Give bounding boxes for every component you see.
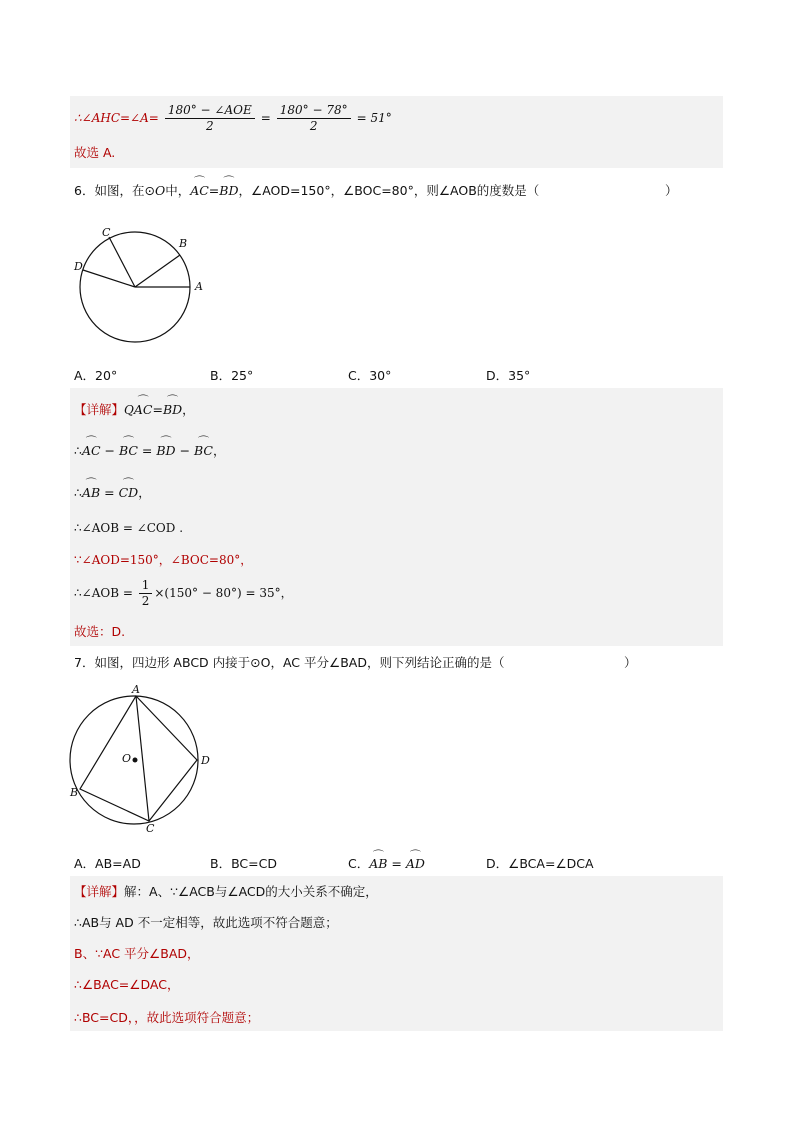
q7-sol-line-5: ∴BC=CD，，故此选项符合题意；: [74, 1010, 260, 1025]
arc: ⌒ AB: [82, 485, 100, 501]
q6-stem-mid: 中，: [165, 183, 191, 198]
q7-label-o: O: [122, 752, 132, 765]
q6-sol-aob: ∴∠AOB =: [74, 586, 133, 600]
q7-sol-line-2: ∴AB与 AD 不一定相等，故此选项不符合题意；: [74, 915, 338, 930]
q6-option-c[interactable]: C．30°: [348, 368, 392, 383]
detail-tag: 【详解】: [74, 884, 125, 899]
q7-label-d: D: [201, 754, 210, 767]
op: =: [137, 443, 157, 458]
q5-therefore: ∴∠AHC=∠A=: [74, 111, 159, 125]
q6-radius-ob: [135, 255, 180, 287]
q7-center-dot: [133, 758, 138, 763]
q6-stem-close: ）: [665, 183, 678, 198]
q7-sol-line-4: ∴∠BAC=∠DAC，: [74, 977, 180, 992]
arc: ⌒ AB: [369, 856, 387, 871]
q7-sol-line-1: [74, 884, 378, 900]
op: −: [175, 443, 195, 458]
q5-answer: 故选 A.: [74, 145, 116, 160]
op: =: [100, 485, 119, 500]
q6-label-b: B: [179, 237, 188, 250]
q6-sol-line-4: ∴∠AOB = ∠COD .: [74, 521, 184, 535]
q7-diagonal-ac: [136, 696, 149, 821]
q7-sol-text: 解：A、∵∠ACB与∠ACD的大小关系不确定，: [124, 884, 378, 899]
q6-answer: 故选：D.: [74, 624, 126, 639]
q7-label-b: B: [70, 786, 79, 799]
q6-stem-rest: ，∠AOD=150°，∠BOC=80°，则∠AOB的度数是（: [238, 183, 540, 198]
q6-sol-eq: =: [152, 402, 163, 417]
q6-half-fraction: $\frac{1}{2}$: [139, 578, 153, 609]
detail-tag: 【详解】: [74, 402, 125, 417]
q6-sol-arc: ⌒ BD: [163, 402, 182, 418]
arc: ⌒ AD: [406, 856, 425, 871]
q7-option-c[interactable]: [348, 854, 425, 872]
q6-label-d: D: [74, 260, 83, 273]
q5-result: = 51°: [356, 111, 392, 125]
op: =: [387, 856, 406, 871]
q7-label-c: C: [146, 822, 155, 835]
q6-sol-line-6: [74, 576, 293, 610]
q6-label-a: A: [195, 280, 203, 293]
q6-arc-bd: ⌒ BD: [219, 183, 238, 199]
q6-stem-o: O: [154, 183, 166, 198]
q6-sol-line-1: [74, 402, 195, 418]
q6-sol-line-2: [74, 443, 226, 459]
q7-option-b[interactable]: B．BC=CD: [210, 856, 277, 871]
therefore: ∴: [74, 485, 82, 500]
op: −: [100, 443, 119, 458]
q6-sol-line-3: [74, 485, 151, 501]
q7-option-d[interactable]: D．∠BCA=∠DCA: [486, 856, 594, 871]
q6-arc-ac: ⌒ AC: [190, 183, 209, 199]
arc: ⌒ BD: [156, 443, 175, 459]
q6-option-a[interactable]: A．20°: [74, 368, 118, 383]
arc: ⌒ BC: [194, 443, 213, 459]
q5-formula-line: [74, 101, 392, 135]
q6-label-c: C: [102, 226, 111, 239]
q6-sol-arc: ⌒ AC: [134, 402, 153, 418]
q7-stem-close: ）: [624, 655, 637, 670]
q7-circle-figure: [64, 682, 214, 836]
q7-label-a: A: [132, 683, 140, 696]
q6-stem: [74, 183, 539, 199]
q6-option-d[interactable]: D．35°: [486, 368, 531, 383]
q6-option-b[interactable]: B．25°: [210, 368, 254, 383]
arc: ⌒ CD: [119, 485, 139, 501]
arc: ⌒ BC: [119, 443, 138, 459]
q7-stem: 7．如图，四边形 ABCD 内接于⊙O，AC 平分∠BAD，则下列结论正确的是（: [74, 655, 505, 670]
q5-fraction-1: $\frac{\text{180° − ∠AOE}}{2}$: [165, 103, 255, 134]
q6-sol-calc: ×(150° − 80°) = 35°，: [154, 586, 293, 600]
q5-equals: =: [260, 111, 271, 125]
arc: ⌒ AC: [82, 443, 101, 459]
q7-option-a[interactable]: A．AB=AD: [74, 856, 141, 871]
q6-sol-q: Q: [124, 403, 134, 417]
q6-stem-prefix: 6．如图，在⊙: [74, 183, 155, 198]
q6-circle-figure: [70, 224, 210, 348]
end: ，: [213, 443, 226, 458]
therefore: ∴: [74, 443, 82, 458]
q6-eq: =: [208, 183, 220, 198]
q7-sol-line-3: B、∵AC 平分∠BAD，: [74, 946, 200, 961]
end: ，: [138, 485, 151, 500]
q6-sol-end: ，: [182, 402, 195, 417]
q5-fraction-2: $\frac{180^\circ - 78^\circ}{2}$: [277, 103, 351, 134]
q6-sol-line-5: ∵∠AOD=150°，∠BOC=80°，: [74, 553, 253, 567]
q7-option-c-letter: C．: [348, 856, 370, 871]
